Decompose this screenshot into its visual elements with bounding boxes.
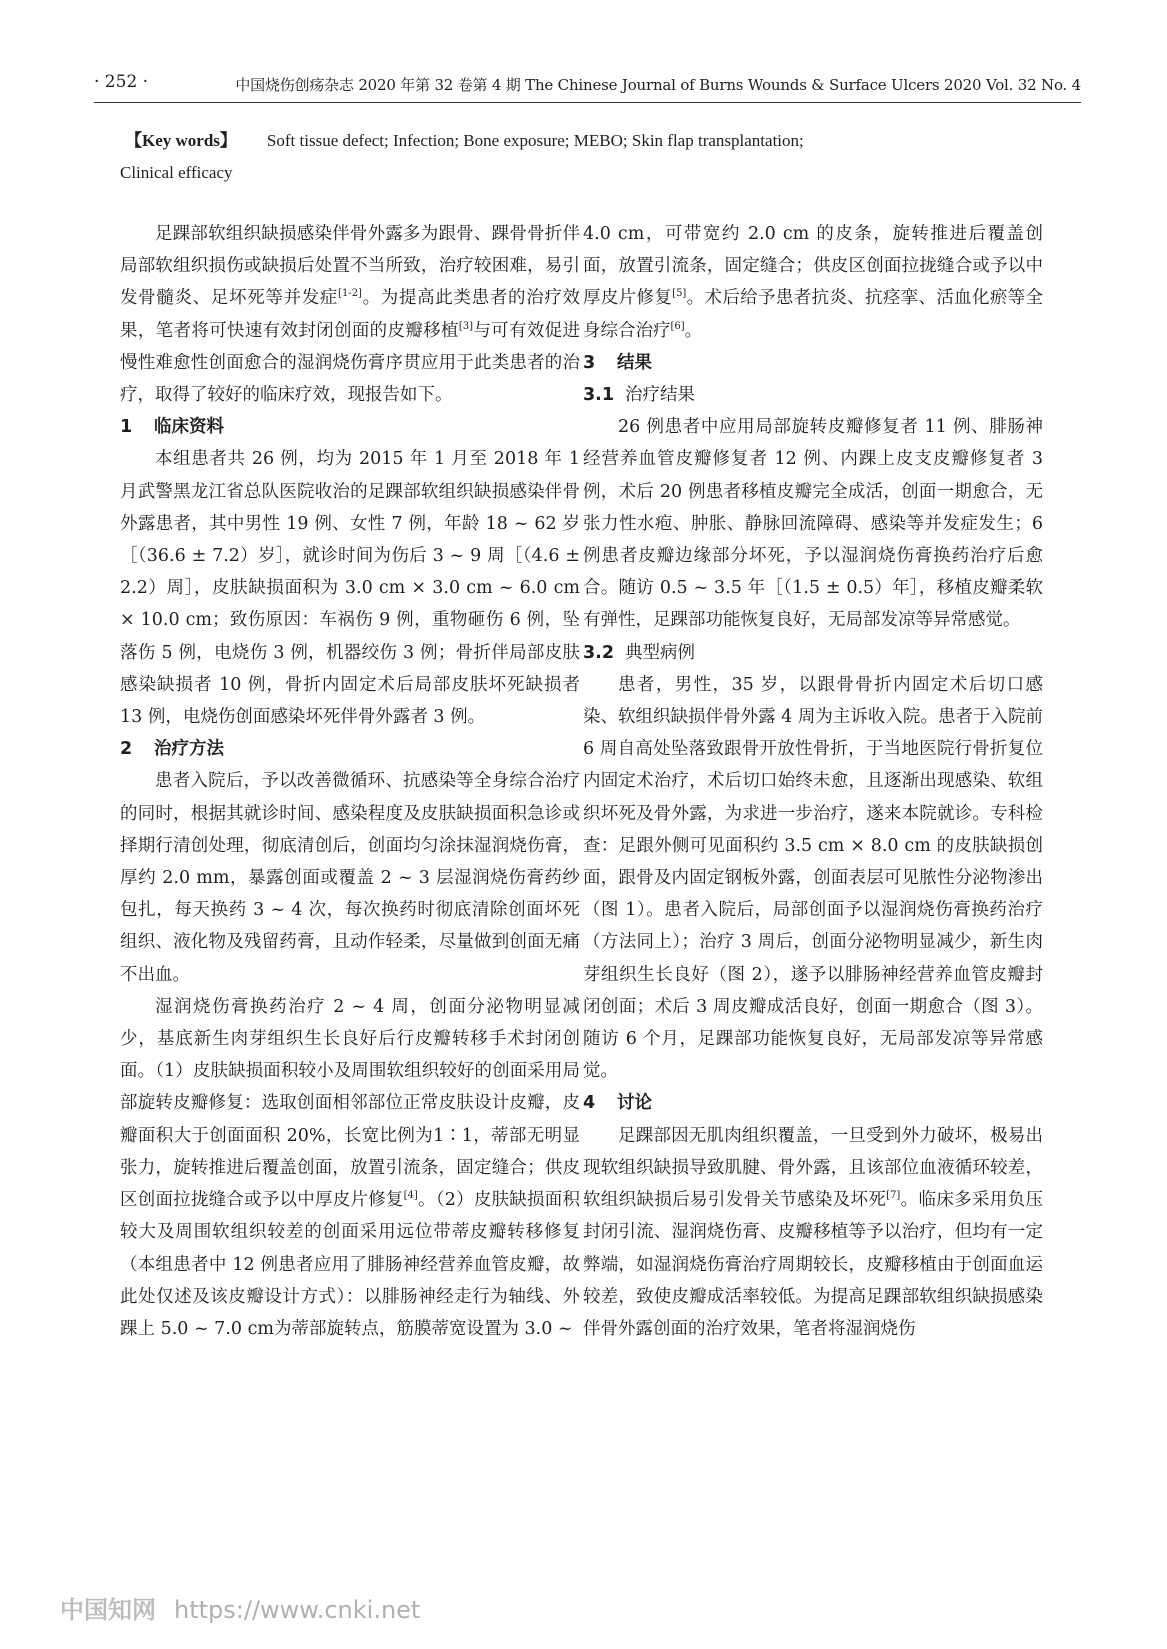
ref-3[interactable]: [3] [458,320,473,332]
cnki-watermark [60,1590,420,1625]
section-4-text-b: 。临床多采用负压封闭引流、湿润烧伤膏、皮瓣移植等予以治疗，但均有一定弊端，如湿润烧伤膏治疗周期较长，皮瓣移植由于创面血运较差，致使皮瓣成活率较低。为提高足踝部软组织缺损感染伴骨外露创面的治疗效果，笔者将湿润烧伤 [583,1190,1044,1339]
keywords-label: 【Key words】 [125,131,237,150]
section-2-paragraph-2 [120,991,580,1345]
section-2-text-b: 。（2）皮肤缺损面积较大及周围软组织较差的创面采用远位带蒂皮瓣转移修复（本组患者中 12 例患者应用了腓肠神经营养血管皮瓣，故此处仅述及该皮瓣设计方式）：以腓肠神经走行为轴线、外踝上 5.0 ~ 7.0 cm为蒂部旋转点，筋膜蒂宽设置为 3.0 ~ [120,1190,580,1339]
ref-1-2[interactable]: [1-2] [338,288,362,300]
section-3-1-heading [583,379,1043,411]
section-3-2-title: 典型病例 [625,642,695,663]
section-3-2-number: 3.2 [583,642,615,663]
ref-4[interactable]: [4] [403,1190,418,1202]
section-3-1-number: 3.1 [583,385,615,406]
intro-paragraph [120,218,580,411]
section-2-title: 治疗方法 [154,739,224,760]
section-3-title: 结果 [617,352,652,373]
section-4-text-a: 足踝部因无肌肉组织覆盖，一旦受到外力破坏，极易出现软组织缺损导致肌腱、骨外露，且该部位血液循环较差，软组织缺损后易引发骨关节感染及坏死 [583,1125,1043,1211]
section-3-2-heading [583,637,1043,669]
section-3-heading [583,347,1043,379]
section-2-heading [120,733,580,765]
section-2-number: 2 [120,739,133,760]
intro-text-b: 。为提高此类患者的治疗效果，笔者将可快速有效封闭创面的皮瓣移植 [120,288,580,341]
section-4-paragraph [583,1120,1043,1345]
ref-5[interactable]: [5] [672,288,687,300]
section-4-number: 4 [583,1093,596,1114]
keywords-block [120,124,1055,182]
section-4-title: 讨论 [617,1093,652,1114]
section-3-1-title: 治疗结果 [625,385,695,406]
section-3-1-paragraph: 26 例患者中应用局部旋转皮瓣修复者 11 例、腓肠神经营养血管皮瓣修复者 12 例、内踝上皮支皮瓣修复者 3 例，术后 20 例患者移植皮瓣完全成活，创面一期愈合，无张力性水疱、肿胀、静脉回流障碍、感染等并发症发生；6 例患者皮瓣边缘部分坏死，予以湿润烧伤膏换药治疗后愈合。随访 0.5 ~ 3.5 年［（1.5 ± 0.5）年］，移植皮瓣柔软有弹性，足踝部功能恢复良好，无局部发凉等异常感觉。 [583,417,1043,631]
running-header [94,72,1081,103]
continued-text-a: 4.0 cm，可带宽约 2.0 cm 的皮条，旋转推进后覆盖创面，放置引流条，固定缝合；供皮区创面拉拢缝合或予以中厚皮片修复 [583,224,1043,309]
intro-text-a: 足踝部软组织缺损感染伴骨外露多为跟骨、踝骨骨折伴局部软组织损伤或缺损后处置不当所致，治疗较困难，易引发骨髓炎、足坏死等并发症 [120,224,580,309]
section-3-number: 3 [583,352,596,373]
page-number: · 252 · [94,72,149,92]
continued-text-b: 。术后给予患者抗炎、抗痉挛、活血化瘀等全身综合治疗 [583,288,1044,341]
section-2-paragraph-1: 患者入院后，予以改善微循环、抗感染等全身综合治疗的同时，根据其就诊时间、感染程度及皮肤缺损面积急诊或择期行清创处理，彻底清创后，创面均匀涂抹湿润烧伤膏，厚约 2.0 mm，暴露创面或覆盖 2 ~ 3 层湿润烧伤膏药纱包扎，每天换药 3 ~ 4 次，每次换药时彻底清除创面坏死组织、液化物及残留药膏，且动作轻柔，尽量做到创面无痛不出血。 [120,771,580,985]
section-2-text-a: 湿润烧伤膏换药治疗 2 ~ 4 周，创面分泌物明显减少，基底新生肉芽组织生长良好后行皮瓣转移手术封闭创面。（1）皮肤缺损面积较小及周围软组织较好的创面采用局部旋转皮瓣修复：选取创面相邻部位正常皮肤设计皮瓣，皮瓣面积大于创面面积 20%，长宽比例为1∶1，蒂部无明显张力，旋转推进后覆盖创面，放置引流条，固定缝合；供皮区创面拉拢缝合或予以中厚皮片修复 [120,996,580,1211]
watermark-site-name: 中国知网 [60,1596,156,1624]
continued-paragraph [583,218,1043,347]
ref-6[interactable]: [6] [670,320,685,332]
section-4-heading [583,1087,1043,1119]
watermark-url[interactable]: https://www.cnki.net [174,1596,421,1624]
section-1-heading [120,411,580,443]
journal-title: 中国烧伤创疡杂志 2020 年第 32 卷第 4 期 The Chinese Journal of Burns Wounds & Surface Ulcers 2020 Vol. 32 No. 4 [235,76,1081,94]
section-3-2-paragraph: 患者，男性，35 岁，以跟骨骨折内固定术后切口感染、软组织缺损伴骨外露 4 周为主诉收入院。患者于入院前 6 周自高处坠落致跟骨开放性骨折，于当地医院行骨折复位内固定术治疗，术后切口始终未愈，且逐渐出现感染、软组织坏死及骨外露，为求进一步治疗，遂来本院就诊。专科检查：足跟外侧可见面积约 3.5 cm × 8.0 cm 的皮肤缺损创面，跟骨及内固定钢板外露，创面表层可见脓性分泌物渗出（图 1）。患者入院后，局部创面予以湿润烧伤膏换药治疗（方法同上）；治疗 3 周后，创面分泌物明显减少，新生肉芽组织生长良好（图 2），遂予以腓肠神经营养血管皮瓣封闭创面；术后 3 周皮瓣成活良好，创面一期愈合（图 3）。随访 6 个月，足踝部功能恢复良好，无局部发凉等异常感觉。 [583,674,1043,1082]
section-1-title: 临床资料 [154,417,224,438]
left-column [120,218,580,1345]
section-1-number: 1 [120,417,133,438]
section-1-paragraph: 本组患者共 26 例，均为 2015 年 1 月至 2018 年 1 月武警黑龙江省总队医院收治的足踝部软组织缺损感染伴骨外露患者，其中男性 19 例、女性 7 例，年龄 18 ~ 62 岁［（36.6 ± 7.2）岁］，就诊时间为伤后 3 ~ 9 周［（4.6 ± 2.2）周］，皮肤缺损面积为 3.0 cm × 3.0 cm ~ 6.0 cm × 10.0 cm；致伤原因：车祸伤 9 例，重物砸伤 6 例，坠落伤 5 例，电烧伤 3 例，机器绞伤 3 例；骨折伴局部皮肤感染缺损者 10 例，骨折内固定术后局部皮肤坏死缺损者 13 例，电烧伤创面感染坏死伴骨外露者 3 例。 [120,449,580,728]
intro-text-c: 与可有效促进慢性难愈性创面愈合的湿润烧伤膏序贯应用于此类患者的治疗，取得了较好的临床疗效，现报告如下。 [120,320,580,406]
ref-7[interactable]: [7] [886,1190,901,1202]
continued-text-c: 。 [684,320,703,341]
keywords-line-1: Soft tissue defect; Infection; Bone exposure; MEBO; Skin flap transplantation; [266,131,804,150]
keywords-line-2: Clinical efficacy [120,163,233,182]
right-column [583,218,1043,1345]
